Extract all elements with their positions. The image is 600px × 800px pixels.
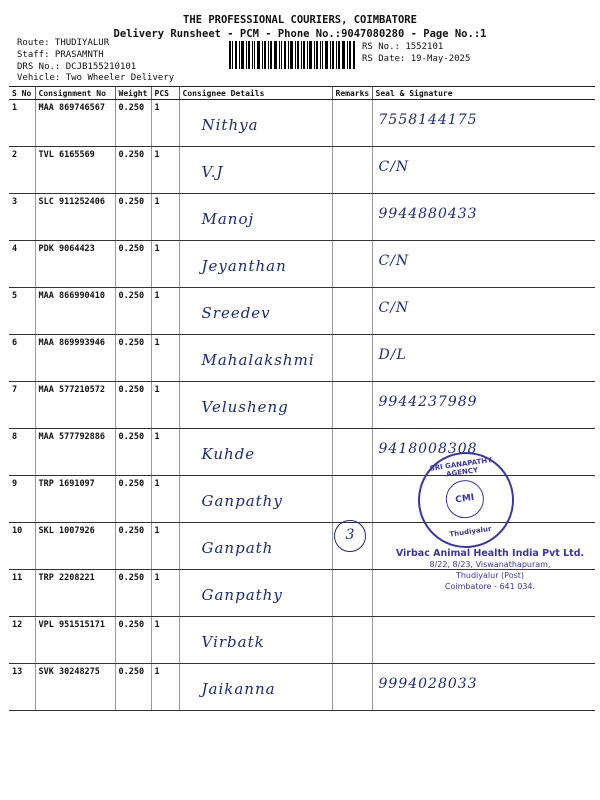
consignment-number-cell: TRP 2208221 [35,570,115,617]
pieces-cell: 1 [151,335,179,382]
handwritten-name: Virbatk [201,633,265,651]
consignee-cell [179,664,332,711]
serial-number-cell: 3 [9,194,35,241]
table-row [9,382,595,429]
company-stamp-line: Coimbatore - 641 034. [444,582,536,591]
consignment-number-cell: MAA 869746567 [35,100,115,147]
staff-label: Staff: PRASAMNTH [17,50,104,60]
serial-number-cell: 12 [9,617,35,664]
company-stamp-line: 8/22, 8/23, Viswanathapuram, [429,560,551,569]
signature-cell [372,147,595,194]
weight-cell: 0.250 [115,570,151,617]
serial-number-cell: 9 [9,476,35,523]
handwritten-signature: 9944237989 [378,394,478,410]
table-row [9,147,595,194]
company-stamp-line: Thudiyalur (Post) [455,571,525,580]
remarks-cell [332,476,372,523]
handwritten-name: Jeyanthan [201,257,287,275]
company-stamp-name: Virbac Animal Health India Pvt Ltd. [395,548,585,559]
seal-center-text: CMI [443,478,486,521]
pieces-cell: 1 [151,100,179,147]
consignment-number-cell: SKL 1007926 [35,523,115,570]
consignment-number-cell: SLC 911252406 [35,194,115,241]
pieces-cell: 1 [151,617,179,664]
barcode-icon [229,41,355,69]
seal-ring-bottom-text: Thudiyalur [448,524,492,539]
handwritten-signature: 9994028033 [378,676,478,692]
remarks-cell [332,147,372,194]
consignment-number-cell: VPL 951515171 [35,617,115,664]
handwritten-name: Mahalakshmi [201,351,315,369]
handwritten-signature: 7558144175 [378,112,478,128]
column-header: PCS [151,87,179,100]
handwritten-name: Sreedev [201,304,271,322]
handwritten-name: Manoj [201,210,255,228]
pieces-cell: 1 [151,570,179,617]
handwritten-name: Velusheng [201,398,289,416]
weight-cell: 0.250 [115,194,151,241]
remarks-cell [332,382,372,429]
consignee-cell [179,241,332,288]
handwritten-signature: C/N [378,253,410,269]
serial-number-cell: 10 [9,523,35,570]
weight-cell: 0.250 [115,100,151,147]
weight-cell: 0.250 [115,241,151,288]
remark-circled-number: 3 [334,520,366,552]
pieces-cell: 1 [151,147,179,194]
seal-ring-text: SRI GANAPATHY AGENCY [429,456,493,479]
drs-number: DRS No.: DCJB155210101 [17,62,137,72]
signature-cell [372,617,595,664]
pieces-cell: 1 [151,429,179,476]
table-row [9,194,595,241]
consignment-number-cell: MAA 577210572 [35,382,115,429]
consignee-cell [179,100,332,147]
table-row [9,335,595,382]
consignment-number-cell: MAA 869993946 [35,335,115,382]
consignee-cell [179,335,332,382]
column-header: Consignment No [35,87,115,100]
signature-cell [372,382,595,429]
consignment-number-cell: SVK 30248275 [35,664,115,711]
signature-cell [372,241,595,288]
handwritten-name: Ganpathy [201,492,283,510]
handwritten-signature: 9418008308 [378,441,478,457]
rs-date: RS Date: 19-May-2025 [362,54,471,64]
consignee-cell [179,147,332,194]
pieces-cell: 1 [151,288,179,335]
company-address-stamp [390,548,590,592]
remarks-cell [332,335,372,382]
weight-cell: 0.250 [115,617,151,664]
serial-number-cell: 6 [9,335,35,382]
serial-number-cell: 11 [9,570,35,617]
table-row [9,288,595,335]
consignee-cell [179,476,332,523]
handwritten-signature: D/L [378,347,407,363]
table-header-row [9,87,595,100]
remarks-cell [332,570,372,617]
serial-number-cell: 2 [9,147,35,194]
signature-cell [372,194,595,241]
pieces-cell: 1 [151,523,179,570]
handwritten-signature: C/N [378,300,410,316]
remarks-cell [332,100,372,147]
table-row [9,241,595,288]
remarks-cell [332,617,372,664]
column-header: Weight [115,87,151,100]
signature-cell [372,100,595,147]
remarks-cell [332,429,372,476]
handwritten-name: Kuhde [201,445,256,463]
consignee-cell [179,523,332,570]
weight-cell: 0.250 [115,476,151,523]
column-header: Remarks [332,87,372,100]
pieces-cell: 1 [151,476,179,523]
consignee-cell [179,570,332,617]
remarks-cell [332,664,372,711]
weight-cell: 0.250 [115,382,151,429]
pieces-cell: 1 [151,382,179,429]
consignment-number-cell: MAA 577792886 [35,429,115,476]
serial-number-cell: 4 [9,241,35,288]
consignee-cell [179,382,332,429]
pieces-cell: 1 [151,664,179,711]
weight-cell: 0.250 [115,523,151,570]
handwritten-signature: 9944880433 [378,206,478,222]
remarks-cell [332,241,372,288]
consignment-number-cell: TVL 6165569 [35,147,115,194]
serial-number-cell: 5 [9,288,35,335]
vehicle-label: Vehicle: Two Wheeler Delivery [17,73,175,83]
serial-number-cell: 8 [9,429,35,476]
handwritten-name: Jaikanna [201,680,276,698]
handwritten-name: Nithya [201,116,259,134]
signature-cell [372,288,595,335]
table-row [9,100,595,147]
handwritten-name: Ganpath [201,539,274,557]
column-header: Seal & Signature [372,87,595,100]
weight-cell: 0.250 [115,335,151,382]
serial-number-cell: 1 [9,100,35,147]
rs-number: RS No.: 1552101 [362,42,444,52]
pieces-cell: 1 [151,241,179,288]
consignee-cell [179,288,332,335]
weight-cell: 0.250 [115,664,151,711]
weight-cell: 0.250 [115,429,151,476]
consignment-number-cell: MAA 866990410 [35,288,115,335]
consignee-cell [179,429,332,476]
remarks-cell [332,194,372,241]
signature-cell [372,664,595,711]
pieces-cell: 1 [151,194,179,241]
table-row [9,617,595,664]
runsheet-table [9,86,595,711]
consignment-number-cell: TRP 1691097 [35,476,115,523]
handwritten-name: Ganpathy [201,586,283,604]
signature-cell [372,335,595,382]
route-label: Route: THUDIYALUR [17,38,110,48]
remarks-cell [332,288,372,335]
weight-cell: 0.250 [115,147,151,194]
handwritten-name: V.J [201,163,224,181]
column-header: Consignee Details [179,87,332,100]
weight-cell: 0.250 [115,288,151,335]
consignee-cell [179,194,332,241]
table-row [9,664,595,711]
handwritten-signature: C/N [378,159,410,175]
serial-number-cell: 13 [9,664,35,711]
consignment-number-cell: PDK 9064423 [35,241,115,288]
serial-number-cell: 7 [9,382,35,429]
consignee-cell [179,617,332,664]
runsheet-subtitle: Delivery Runsheet - PCM - Phone No.:9047080280 - Page No.:1 [113,28,487,40]
company-title: THE PROFESSIONAL COURIERS, COIMBATORE [183,14,417,26]
column-header: S No [9,87,35,100]
